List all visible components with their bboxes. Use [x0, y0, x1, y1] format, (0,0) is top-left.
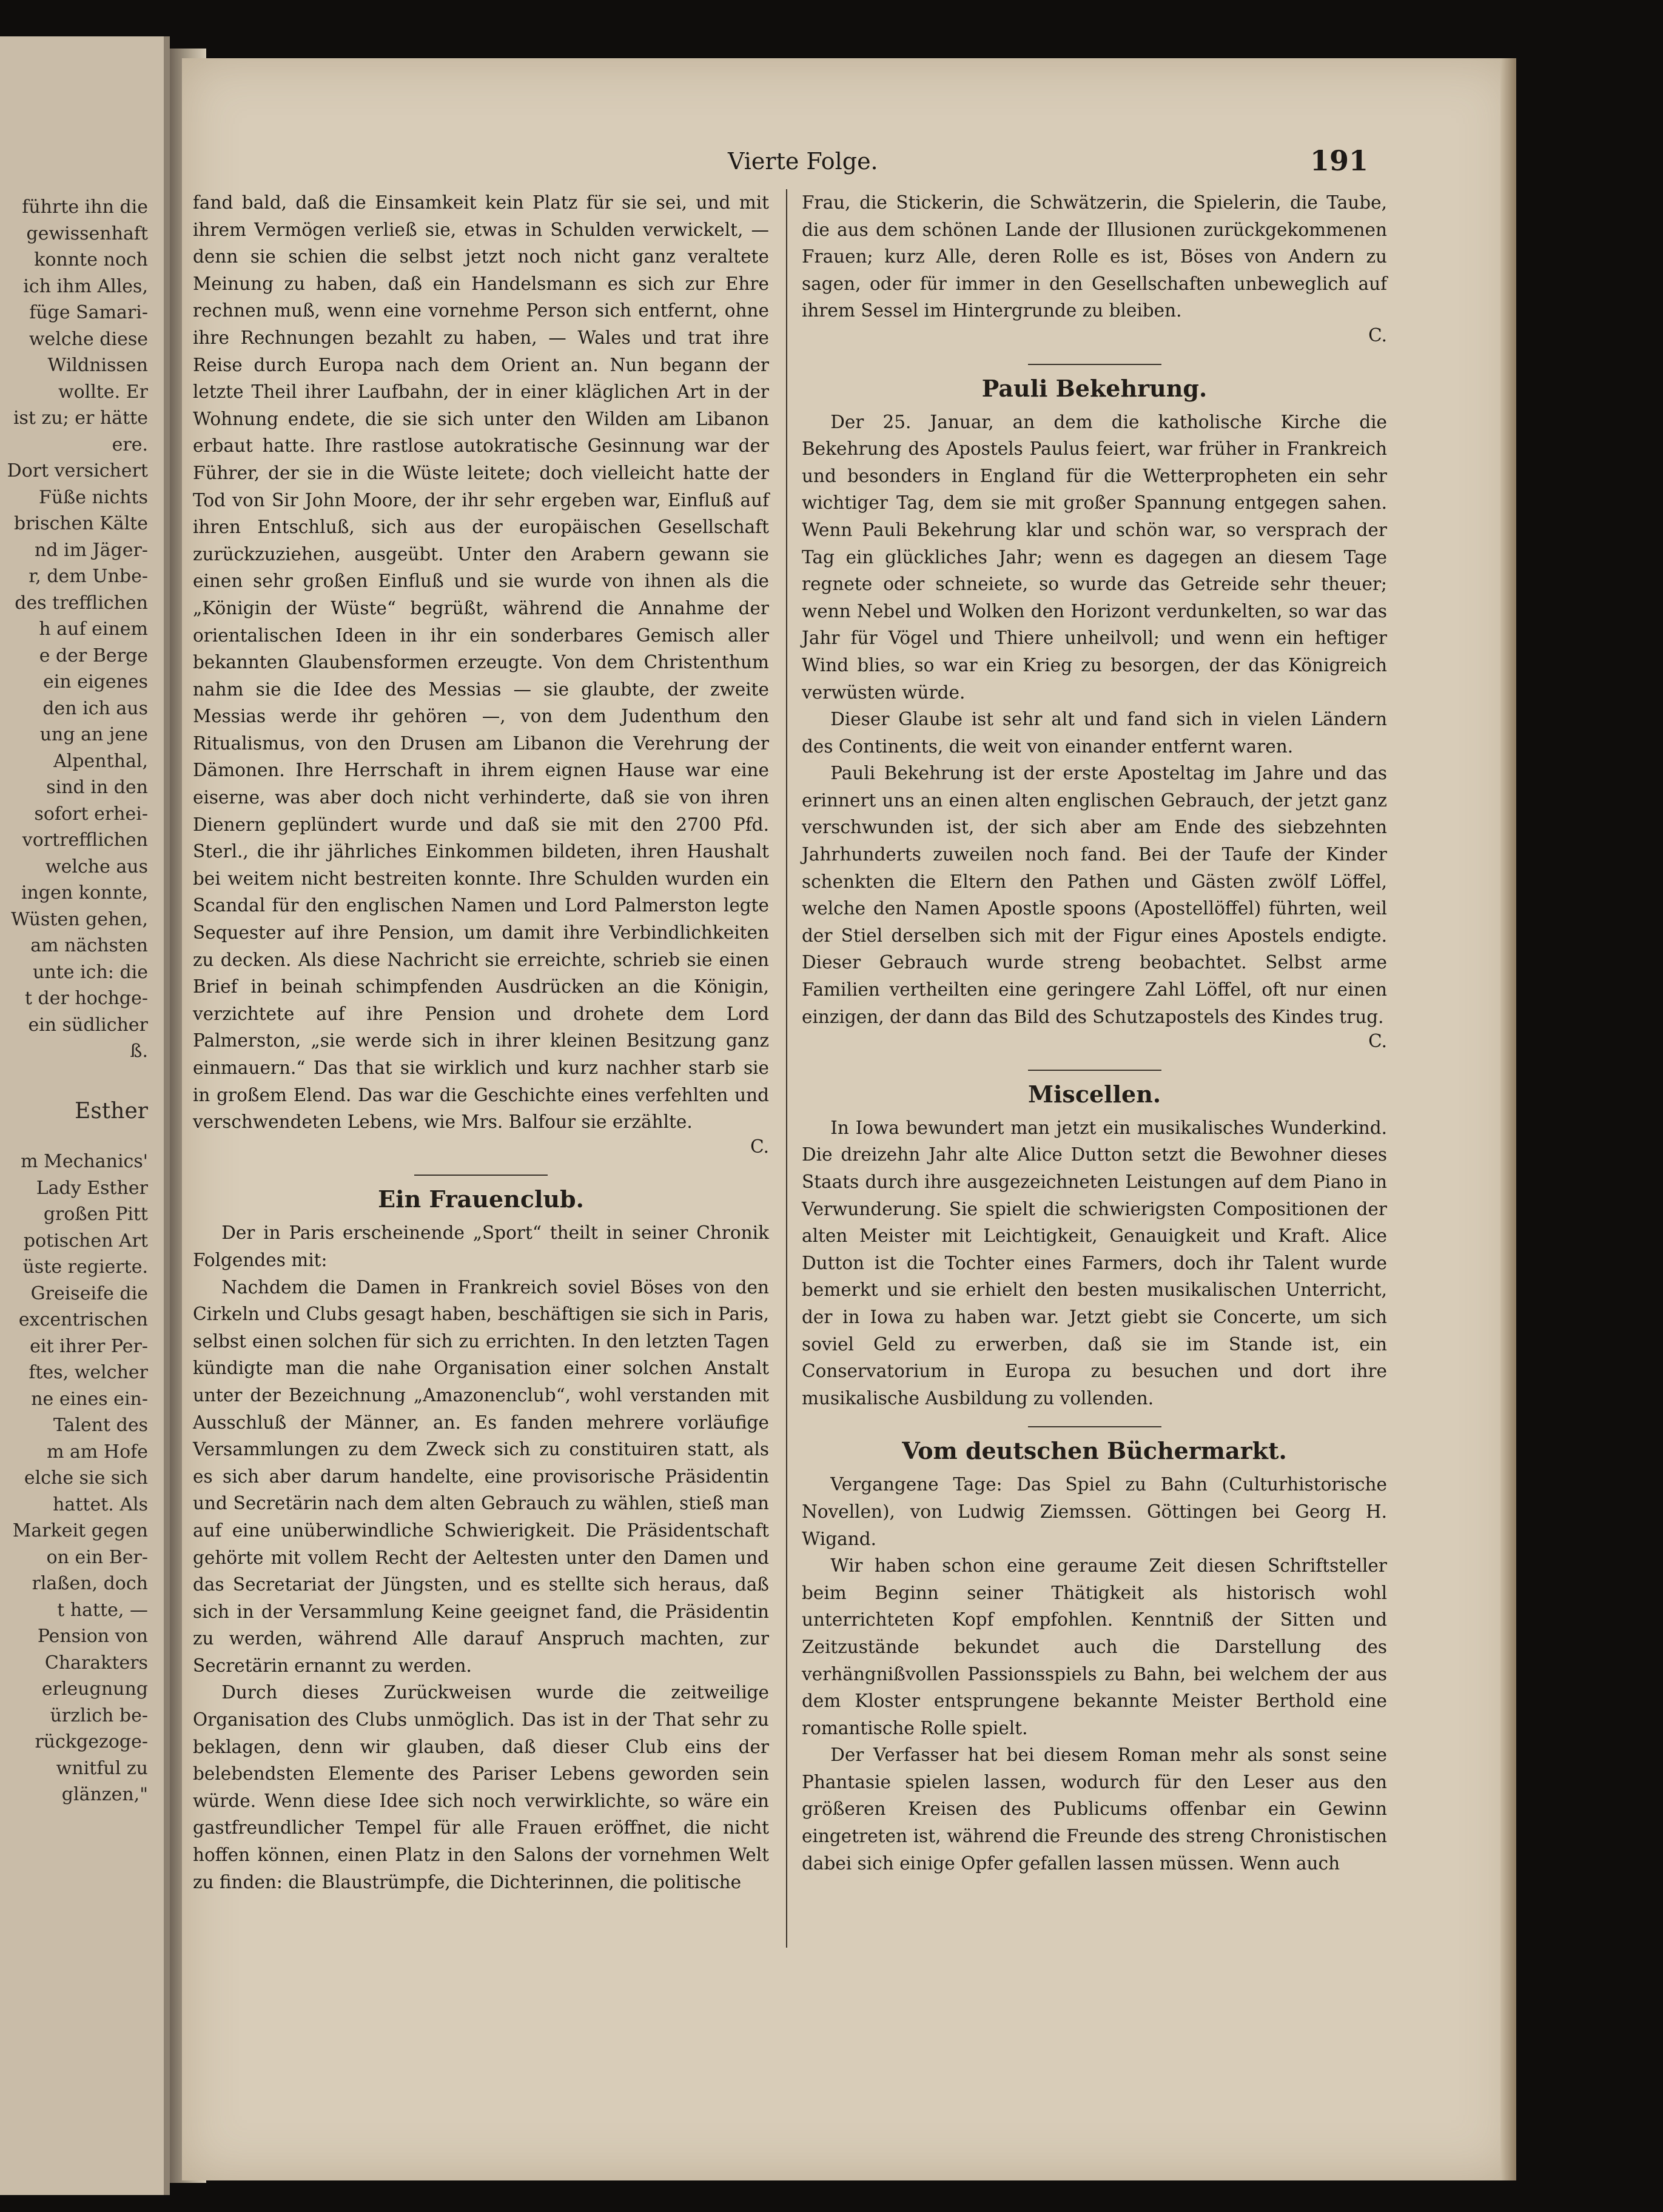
- margin-line: r, dem Unbe-: [29, 566, 148, 587]
- margin-line: Dort versichert: [7, 460, 148, 481]
- page-edge: [1500, 58, 1516, 2180]
- margin-line: welche diese: [29, 328, 148, 350]
- section-title-pauli: Pauli Bekehrung.: [981, 374, 1208, 402]
- signature: C.: [1368, 324, 1387, 346]
- paragraph: Wir haben schon eine geraume Zeit diesen Schriftsteller beim Beginn seiner Thätigkeit als historisch wohl unterrichteten Kopf empfohlen. Kenntniß der Sitten und Zeitzustände bekundet auch die Darstellung des verhängnißvollen Passionsspiels zu Bahn, bei welchem der aus dem Kloster entsprungene bekannte Meister Berthold eine romantische Rolle spielt.: [802, 1555, 1387, 1738]
- margin-line: Wildnissen: [47, 355, 148, 376]
- margin-line: h auf einem: [39, 618, 148, 640]
- column-separator: [786, 189, 787, 1948]
- margin-line: ich ihm Alles,: [23, 275, 148, 297]
- margin-line: Wüsten gehen,: [11, 908, 148, 930]
- margin-line: füge Samari-: [29, 302, 148, 323]
- section-rule: [414, 1175, 548, 1176]
- margin-line: ftes, welcher: [29, 1362, 148, 1383]
- margin-heading: Esther: [75, 1098, 148, 1124]
- margin-line: erleugnung: [41, 1678, 148, 1700]
- margin-line: Füße nichts: [39, 486, 148, 508]
- margin-line: ein südlicher: [28, 1014, 148, 1036]
- left-page: [0, 36, 170, 2195]
- margin-line: unte ich: die: [33, 961, 148, 983]
- margin-line: ein eigenes: [43, 671, 148, 692]
- margin-line: führte ihn die: [22, 196, 148, 218]
- margin-line: sofort erhei-: [34, 803, 148, 825]
- paragraph: Dieser Glaube ist sehr alt und fand sich in vielen Ländern des Continents, die weit von einander entfernt waren.: [802, 709, 1387, 757]
- margin-line: Alpenthal,: [53, 750, 148, 772]
- margin-line: t hatte, —: [57, 1599, 148, 1621]
- page-number: 191: [1310, 144, 1369, 177]
- margin-line: glänzen,": [61, 1784, 148, 1805]
- margin-line: wollte. Er: [58, 381, 148, 403]
- paragraph: Der in Paris erscheinende „Sport“ theilt in seiner Chronik Folgendes mit:: [193, 1222, 769, 1270]
- signature: C.: [1368, 1031, 1387, 1052]
- paragraph: Vergangene Tage: Das Spiel zu Bahn (Culturhistorische Novellen), von Ludwig Ziemssen. Göttingen bei Georg H. Wigand.: [802, 1474, 1387, 1549]
- paragraph: Der Verfasser hat bei diesem Roman mehr als sonst seine Phantasie spielen lassen, wodurch für den Leser aus den größeren Kreisen des Publicums offenbar ein Gewinn eingetreten ist, während die Freunde des streng Chronistischen dabei sich einige Opfer gefallen lassen müssen. Wenn auch: [802, 1744, 1387, 1874]
- margin-line: ürzlich be-: [50, 1704, 148, 1726]
- margin-line: rlaßen, doch: [32, 1573, 148, 1594]
- margin-line: den ich aus: [42, 697, 148, 719]
- margin-line: e der Berge: [39, 645, 148, 666]
- margin-line: rückgezoge-: [35, 1731, 148, 1752]
- margin-line: Pension von: [37, 1626, 148, 1647]
- margin-line: excentrischen: [18, 1309, 148, 1330]
- margin-line: hattet. Als: [53, 1493, 148, 1515]
- margin-line: ne eines ein-: [31, 1388, 148, 1410]
- margin-line: Lady Esther: [36, 1177, 148, 1199]
- margin-line: nd im Jäger-: [35, 539, 148, 561]
- margin-line: brischen Kälte: [14, 513, 148, 534]
- margin-line: ere.: [112, 434, 148, 455]
- margin-line: Talent des: [53, 1415, 148, 1436]
- margin-line: ß.: [130, 1041, 148, 1062]
- margin-line: welche aus: [45, 856, 148, 877]
- margin-line: t der hochge-: [24, 988, 148, 1009]
- paragraph: Nachdem die Damen in Frankreich soviel Böses von den Cirkeln und Clubs gesagt haben, beschäftigen sie sich in Paris, selbst einen solchen für sich zu errichten. In den letzten Tagen kündigte man die nahe Organisation einer solchen Anstalt unter der Bezeichnung „Amazonenclub“, wohl verstanden mit Ausschluß der Männer, an. Es fanden mehrere vorläufige Versammlungen zu dem Zweck sich zu constituiren statt, als es sich aber darum handelte, eine provisorische Präsidentin und Secretärin nach dem alten Gebrauch zu wählen, stieß man auf eine unüberwindliche Schwierigkeit. Die Präsidentschaft gehörte mit vollem Recht der Aeltesten unter den Damen und das Secretariat der Jüngsten, und es stellte sich heraus, daß sich in der Versammlung Keine geeignet fand, die Präsidentin zu werden, während Alle darauf Anspruch machten, zur Secretärin ernannt zu werden.: [193, 1276, 769, 1676]
- running-head: Vierte Folge.: [728, 148, 878, 175]
- article-continuation: fand bald, daß die Einsamkeit kein Platz für sie sei, und mit ihrem Vermögen verließ sie, etwas in Schulden verwickelt, — denn sie schien die selbst jetzt noch nicht ganz veraltete Meinung zu haben, daß ein Handelsmann es sich zur Ehre rechnen muß, wenn eine vornehme Person sich entfernt, ohne ihre Rechnungen bezahlt zu haben, — Wales und trat ihre Reise durch Europa nach dem Orient an. Nun begann der letzte Theil ihrer Laufbahn, der in einer kläglichen Art in der Wohnung endete, die sie sich unter den Wilden am Libanon erbaut hatte. Ihre rastlose autokratische Gesinnung war der Führer, der sie in die Wüste leitete; doch vielleicht hatte der Tod von Sir John Moore, der ihr sehr ergeben war, Einfluß auf ihren Entschluß, sich aus der europäischen Gesellschaft zurückzuziehen, ausgeübt. Unter den Arabern gewann sie einen sehr großen Einfluß und sie wurde von ihnen als die „Königin der Wüste“ begrüßt, während die Annahme der orientalischen Ideen in ihr ein sonderbares Gemisch aller bekannten Glaubensformen erzeugte. Von dem Christenthum nahm sie die Idee des Messias — sie glaubte, der zweite Messias werde ihr gehören —, von dem Judenthum den Ritualismus, von den Drusen am Libanon die Verehrung der Dämonen. Ihre Herrschaft in ihrem eignen Hause war eine eiserne, was aber doch nicht verhinderte, daß sie von ihren Dienern geplündert wurde und daß sie mit den 2700 Pfd. Sterl., die ihr jährliches Einkommen bildeten, ihren Haushalt bei weitem nicht bestreiten konnte. Ihre Schulden wurden ein Scandal für den englischen Namen und Lord Palmerston legte Sequester auf ihre Pension, um damit ihre Verbindlichkeiten zu decken. Als diese Nachricht sie erreichte, schrieb sie einen Brief in beinah schimpfenden Ausdrücken an die Königin, verzichtete auf ihre Pension und drohete dem Lord Palmerston, „sie werde sich in ihrer kleinen Besitzung ganz einmauern.“ Das that sie wirklich und kurz nachher starb sie in großem Elend. Das war die Geschichte eines verfehlten und verschwendeten Lebens, wie Mrs. Balfour sie erzählte.: [193, 192, 769, 1133]
- margin-line: eit ihrer Per-: [30, 1335, 148, 1357]
- margin-line: on ein Ber-: [46, 1546, 148, 1568]
- margin-line: Greiseife die: [30, 1282, 148, 1304]
- article-continuation: Frau, die Stickerin, die Schwätzerin, die Spielerin, die Taube, die aus dem schönen Lande der Illusionen zurückgekommenen Frauen; kurz Alle, deren Rolle es ist, Böses von Andern zu sagen, oder für immer in den Gesellschaften unbeweglich auf ihrem Sessel im Hintergrunde zu bleiben.: [802, 192, 1387, 321]
- margin-line: sind in den: [46, 777, 148, 798]
- margin-line: Charakters: [44, 1652, 148, 1674]
- column-right: [802, 189, 1387, 2148]
- section-title-miscellen: Miscellen.: [1027, 1080, 1161, 1108]
- margin-line: konnte noch: [34, 249, 148, 270]
- left-margin-fragments: [2, 194, 148, 1808]
- margin-line: ung an jene: [39, 724, 148, 745]
- margin-line: gewissenhaft: [26, 223, 148, 244]
- column-left: [193, 189, 769, 1984]
- paragraph: Durch dieses Zurückweisen wurde die zeitweilige Organisation des Clubs unmöglich. Das ist in der That sehr zu beklagen, denn wir glauben, daß dieser Club eins der belebendsten Elemente des Pariser Lebens geworden sein würde. Wenn diese Idee sich noch verwirklichte, so wäre ein gastfreundlicher Tempel für alle Frauen eröffnet, die nicht hoffen können, einen Platz in den Salons der vornehmen Welt zu finden: die Blaustrümpfe, die Dichterinnen, die politische: [193, 1682, 769, 1892]
- section-title-buechermarkt: Vom deutschen Büchermarkt.: [902, 1437, 1287, 1465]
- margin-line: am nächsten: [30, 935, 148, 956]
- paragraph: Pauli Bekehrung ist der erste Aposteltag im Jahre und das erinnert uns an einen alten englischen Gebrauch, der jetzt ganz verschwunden ist, der sich aber am Ende des siebzehnten Jahrhunderts zuweilen noch fand. Bei der Taufe der Kinder schenkten die Eltern den Pathen und Gästen zwölf Löffel, welche den Namen Apostle spoons (Apostellöffel) führten, weil der Stiel derselben sich mit der Figur eines Apostels endigte. Dieser Gebrauch wurde streng beobachtet. Selbst arme Familien vertheilten eine geringere Zahl Löffel, oft nur einen einzigen, der dann das Bild des Schutzapostels des Kindes trug.: [802, 763, 1387, 1027]
- paragraph: In Iowa bewundert man jetzt ein musikalisches Wunderkind. Die dreizehn Jahr alte Alice Dutton setzt die Bewohner dieses Staats durch ihre ausgezeichneten Leistungen auf dem Piano in Verwunderung. Sie spielt die schwierigsten Compositionen der alten Meister mit Leichtigkeit, Genauigkeit und Kraft. Alice Dutton ist die Tochter eines Farmers, doch ihr Talent wurde bemerkt und sie erhielt den besten musikalischen Unterricht, der in Iowa zu haben war. Jetzt giebt sie Concerte, um sich soviel Geld zu erwerben, daß sie im Stande ist, ein Conservatorium in Europa zu besuchen und dort ihre musikalische Ausbildung zu vollenden.: [802, 1117, 1387, 1409]
- section-title-frauenclub: Ein Frauenclub.: [378, 1185, 584, 1213]
- margin-line: ingen konnte,: [21, 882, 148, 903]
- margin-line: m am Hofe: [47, 1441, 148, 1463]
- margin-line: potischen Art: [23, 1230, 148, 1252]
- margin-line: üste regierte.: [22, 1256, 148, 1278]
- margin-line: elche sie sich: [24, 1467, 148, 1489]
- margin-line: des trefflichen: [15, 592, 148, 614]
- margin-line: Markeit gegen: [12, 1520, 148, 1541]
- section-rule: [1028, 1070, 1161, 1071]
- margin-line: m Mechanics': [21, 1151, 148, 1172]
- margin-line: vortrefflichen: [22, 830, 148, 851]
- section-rule: [1028, 1426, 1161, 1427]
- paragraph: Der 25. Januar, an dem die katholische Kirche die Bekehrung des Apostels Paulus feiert, war früher in Frankreich und besonders in England für die Wetterpropheten ein sehr wichtiger Tag, dem sie mit großer Spannung entgegen sahen. Wenn Pauli Bekehrung klar und schön war, so versprach der Tag ein glückliches Jahr; wenn es dagegen an diesem Tage regnete oder schneiete, so wurde das Getreide sehr theuer; wenn Nebel und Wolken den Horizont verdunkelten, so war das Jahr für Vögel und Thiere unheilvoll; und wenn ein heftiger Wind blies, so war ein Krieg zu besorgen, der das Königreich verwüsten würde.: [802, 411, 1387, 703]
- margin-line: ist zu; er hätte: [13, 407, 148, 429]
- margin-line: wnitful zu: [56, 1757, 148, 1779]
- section-rule: [1028, 364, 1161, 365]
- margin-line: großen Pitt: [43, 1204, 148, 1225]
- signature: C.: [750, 1136, 769, 1157]
